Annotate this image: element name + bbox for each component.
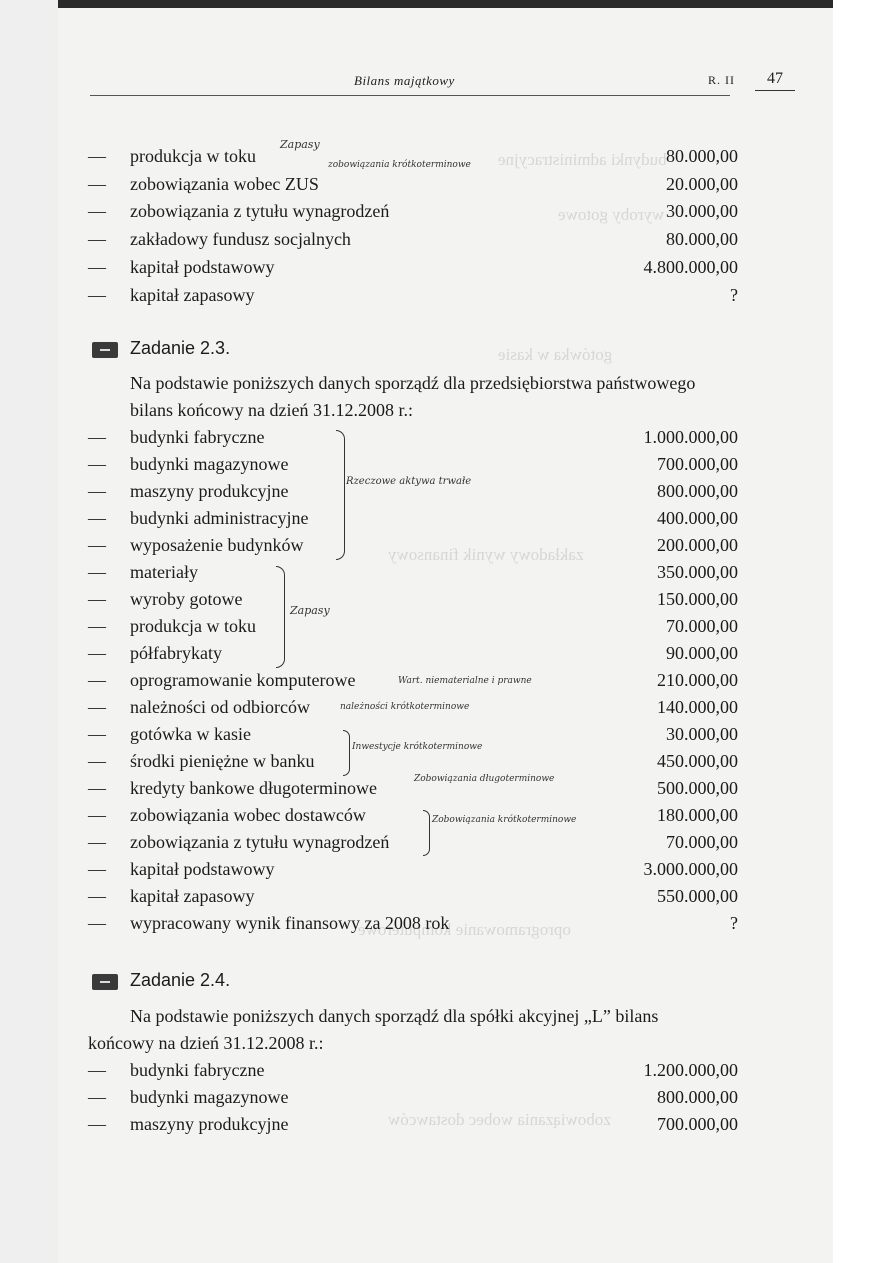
item-label: budynki fabryczne xyxy=(130,1060,265,1080)
task-heading xyxy=(88,970,488,996)
item-value: 80.000,00 xyxy=(666,146,738,166)
task-intro: Na podstawie poniższych danych sporządź dla spółki akcyjnej „L” bilans końcowy na dzień 31.12.2008 r.: xyxy=(88,1006,659,1053)
running-header xyxy=(90,70,798,96)
handwritten-brace xyxy=(423,810,430,856)
list-item: — środki pieniężne w banku 450.000,00 xyxy=(88,751,738,771)
list-item: — wyposażenie budynków 200.000,00 xyxy=(88,535,738,555)
scan-margin-left xyxy=(0,0,58,1263)
item-label: budynki magazynowe xyxy=(130,454,289,474)
item-value: 450.000,00 xyxy=(657,751,738,771)
list-item: — wypracowany wynik finansowy za 2008 rok ? xyxy=(88,913,738,933)
handwritten-note: Rzeczowe aktywa trwałe xyxy=(346,476,472,487)
task-heading xyxy=(88,338,488,364)
header-title: Bilans majątkowy xyxy=(354,73,455,88)
item-label: zobowiązania z tytułu wynagrodzeń xyxy=(130,832,390,852)
item-label: należności od odbiorców xyxy=(130,697,310,717)
item-value: 90.000,00 xyxy=(666,643,738,663)
item-value: 1.200.000,00 xyxy=(643,1060,738,1080)
item-value: 140.000,00 xyxy=(657,697,738,717)
item-value: ? xyxy=(730,285,738,305)
list-item: — wyroby gotowe 150.000,00 xyxy=(88,589,738,609)
item-value: 20.000,00 xyxy=(666,174,738,194)
list-item: — materiały 350.000,00 xyxy=(88,562,738,582)
item-value: 70.000,00 xyxy=(666,616,738,636)
handwritten-note: zobowiązania krótkoterminowe xyxy=(328,160,471,170)
list-item: — zobowiązania z tytułu wynagrodzeń 30.000,00 xyxy=(88,201,738,221)
bleed-through-text: zobowiązania wobec dostawców xyxy=(388,1110,611,1129)
list-item: — zobowiązania wobec dostawców 180.000,00 xyxy=(88,805,738,825)
item-label: środki pieniężne w banku xyxy=(130,751,315,771)
task-title: Zadanie 2.3. xyxy=(130,338,231,358)
item-label: zakładowy fundusz socjalnych xyxy=(130,229,351,249)
list-item: — gotówka w kasie 30.000,00 xyxy=(88,724,738,744)
handwritten-note: Wart. niematerialne i prawne xyxy=(398,676,532,686)
handwritten-brace xyxy=(276,566,285,668)
list-item: — zakładowy fundusz socjalnych 80.000,00 xyxy=(88,229,738,249)
list-item: — produkcja w toku 80.000,00 xyxy=(88,146,738,166)
task-icon xyxy=(92,974,118,990)
task-title: Zadanie 2.4. xyxy=(130,970,231,990)
item-value: 550.000,00 xyxy=(657,886,738,906)
book-page xyxy=(58,0,833,1263)
header-rule xyxy=(90,95,730,96)
list-item: — produkcja w toku 70.000,00 xyxy=(88,616,738,636)
list-item: — budynki magazynowe 700.000,00 xyxy=(88,454,738,474)
handwritten-note: Zobowiązania krótkoterminowe xyxy=(432,815,577,825)
item-value: 200.000,00 xyxy=(657,535,738,555)
list-item: — kapitał zapasowy 550.000,00 xyxy=(88,886,738,906)
handwritten-note: Zapasy xyxy=(290,604,330,617)
item-label: wypracowany wynik finansowy za 2008 rok xyxy=(130,913,450,933)
item-value: 800.000,00 xyxy=(657,481,738,501)
item-label: budynki administracyjne xyxy=(130,508,309,528)
item-label: kapitał zapasowy xyxy=(130,886,255,906)
page-number: 47 xyxy=(755,70,795,91)
list-item: — maszyny produkcyjne 700.000,00 xyxy=(88,1114,738,1134)
list-item: — półfabrykaty 90.000,00 xyxy=(88,643,738,663)
bleed-through-text: zakładowy wynik finansowy xyxy=(388,545,584,564)
list-item: — zobowiązania z tytułu wynagrodzeń 70.000,00 xyxy=(88,832,738,852)
item-value: ? xyxy=(730,913,738,933)
item-value: 3.000.000,00 xyxy=(643,859,738,879)
bleed-through-text: gotówka w kasie xyxy=(498,345,613,364)
list-item: — kapitał zapasowy ? xyxy=(88,285,738,305)
item-label: budynki magazynowe xyxy=(130,1087,289,1107)
item-label: półfabrykaty xyxy=(130,643,222,663)
task-intro: Na podstawie poniższych danych sporządź dla przedsiębiorstwa państwowego bilans końcowy na dzień 31.12.2008 r.: xyxy=(130,373,696,420)
item-label: kapitał zapasowy xyxy=(130,285,255,305)
item-value: 700.000,00 xyxy=(657,1114,738,1134)
handwritten-note: Zobowiązania długoterminowe xyxy=(414,774,555,784)
list-item: — budynki magazynowe 800.000,00 xyxy=(88,1087,738,1107)
item-value: 700.000,00 xyxy=(657,454,738,474)
list-item: — budynki fabryczne 1.200.000,00 xyxy=(88,1060,738,1080)
item-value: 30.000,00 xyxy=(666,724,738,744)
handwritten-brace xyxy=(336,430,345,560)
item-value: 180.000,00 xyxy=(657,805,738,825)
list-item: — kapitał podstawowy 4.800.000,00 xyxy=(88,257,738,277)
item-value: 80.000,00 xyxy=(666,229,738,249)
list-item: — oprogramowanie komputerowe 210.000,00 xyxy=(88,670,738,690)
handwritten-brace xyxy=(343,730,350,776)
item-value: 800.000,00 xyxy=(657,1087,738,1107)
item-value: 70.000,00 xyxy=(666,832,738,852)
handwritten-note: Zapasy xyxy=(280,138,320,151)
list-item: — należności od odbiorców 140.000,00 xyxy=(88,697,738,717)
item-label: gotówka w kasie xyxy=(130,724,251,744)
scan-margin-right xyxy=(833,0,893,1263)
item-label: zobowiązania z tytułu wynagrodzeń xyxy=(130,201,390,221)
list-item: — budynki administracyjne 400.000,00 xyxy=(88,508,738,528)
item-label: zobowiązania wobec ZUS xyxy=(130,174,319,194)
item-label: kredyty bankowe długoterminowe xyxy=(130,778,377,798)
item-value: 150.000,00 xyxy=(657,589,738,609)
list-item: — budynki fabryczne 1.000.000,00 xyxy=(88,427,738,447)
item-label: produkcja w toku xyxy=(130,616,256,636)
handwritten-note: Inwestycje krótkoterminowe xyxy=(352,742,483,752)
list-item: — kapitał podstawowy 3.000.000,00 xyxy=(88,859,738,879)
item-value: 400.000,00 xyxy=(657,508,738,528)
item-value: 350.000,00 xyxy=(657,562,738,582)
item-label: maszyny produkcyjne xyxy=(130,481,289,501)
item-label: maszyny produkcyjne xyxy=(130,1114,289,1134)
list-item: — maszyny produkcyjne 800.000,00 xyxy=(88,481,738,501)
item-label: kapitał podstawowy xyxy=(130,257,275,277)
item-value: 210.000,00 xyxy=(657,670,738,690)
item-label: wyroby gotowe xyxy=(130,589,243,609)
item-label: kapitał podstawowy xyxy=(130,859,275,879)
item-value: 4.800.000,00 xyxy=(643,257,738,277)
item-label: oprogramowanie komputerowe xyxy=(130,670,356,690)
item-value: 30.000,00 xyxy=(666,201,738,221)
bleed-through-text: wyroby gotowe xyxy=(558,205,665,224)
item-label: budynki fabryczne xyxy=(130,427,265,447)
item-value: 500.000,00 xyxy=(657,778,738,798)
item-label: zobowiązania wobec dostawców xyxy=(130,805,366,825)
bleed-through-text: budynki administracyjne xyxy=(498,150,667,169)
item-label: materiały xyxy=(130,562,198,582)
list-item: — kredyty bankowe długoterminowe 500.000,00 xyxy=(88,778,738,798)
bleed-through-text: oprogramowanie komputerowe xyxy=(358,920,571,939)
header-chapter: R. II xyxy=(708,73,735,87)
list-item: — zobowiązania wobec ZUS 20.000,00 xyxy=(88,174,738,194)
item-value: 1.000.000,00 xyxy=(643,427,738,447)
handwritten-note: należności krótkoterminowe xyxy=(340,702,470,712)
scan-top-edge xyxy=(58,0,833,8)
task-icon xyxy=(92,342,118,358)
item-label: produkcja w toku xyxy=(130,146,256,166)
item-label: wyposażenie budynków xyxy=(130,535,304,555)
